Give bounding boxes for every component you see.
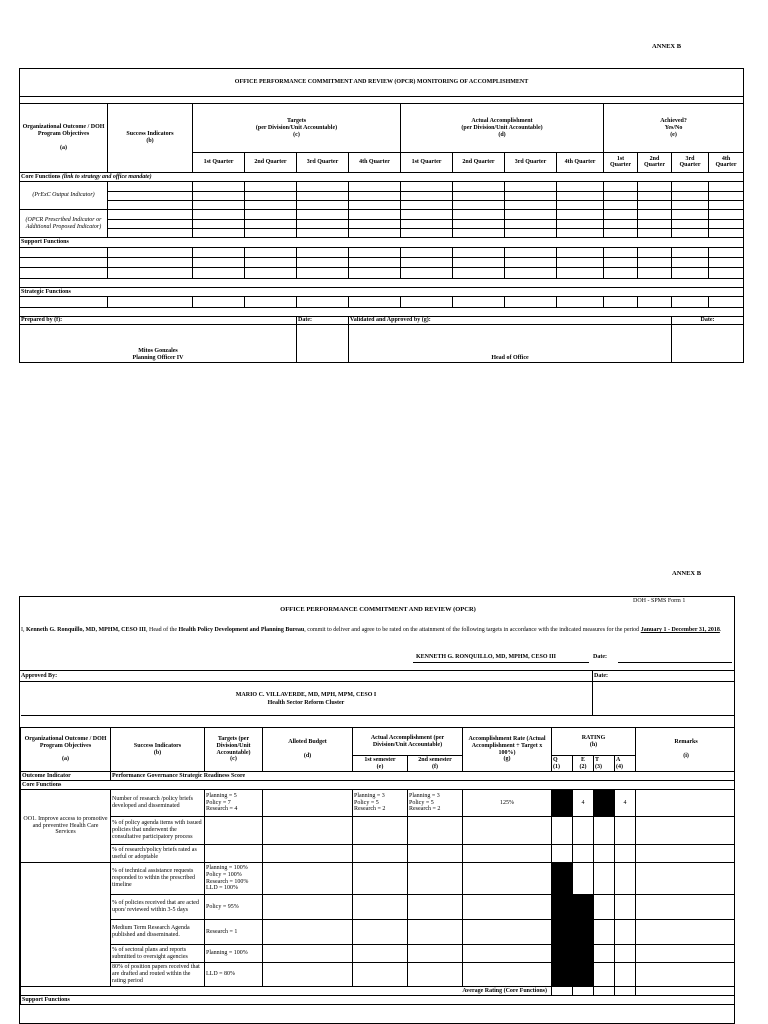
sem1-label: 1st semester (e) [353, 756, 408, 772]
success-indicator: % of research/policy briefs rated as useful or adoptable [111, 845, 205, 863]
q-label: 1st Quarter [604, 153, 638, 173]
q-label: 4th Quarter [709, 153, 744, 173]
sem1-value: Planning = 3 Policy = 5 Research = 2 [353, 790, 408, 817]
col-actual: Actual Accomplishment (per Division/Unit Accountable) [353, 728, 463, 756]
success-indicator: % of sectoral plans and reports submitted to oversight agencies [111, 945, 205, 963]
q-label: 1st Quarter [401, 153, 453, 173]
col-remarks: Remarks (i) [636, 728, 736, 772]
table-row [21, 863, 736, 895]
target-value: Planning = 5 Policy = 7 Research = 4 [205, 790, 263, 817]
q-label: 2nd Quarter [638, 153, 672, 173]
col-actual: Actual Accomplishment (per Division/Unit Accountable) (d) [401, 104, 604, 153]
target-value: Research = 1 [205, 920, 263, 945]
date-label: Date: [297, 317, 349, 325]
average-rating-label: Average Rating (Core Functions) [21, 987, 552, 996]
opcr-form [19, 596, 735, 1024]
table-row [21, 963, 736, 987]
table-row [21, 895, 736, 920]
success-indicator: Medium Term Research Agenda published and disseminated. [111, 920, 205, 945]
q-label: 4th Quarter [349, 153, 401, 173]
col-targets: Targets (per Division/Unit Accountable) (c) [205, 728, 263, 772]
success-indicator: Number of research /policy briefs developed and disseminated [111, 790, 205, 817]
col-targets: Targets (per Division/Unit Accountable) (c) [193, 104, 401, 153]
table-row [21, 817, 736, 845]
col-rating: RATING (h) [552, 728, 636, 756]
date-label: Date: [593, 654, 607, 660]
table-row [21, 945, 736, 963]
col-accomplishment-rate: Accomplishment Rate (Actual Accomplishment ÷ Target x 100%) (g) [463, 728, 552, 772]
table-row [21, 790, 736, 817]
q-label: 3rd Quarter [505, 153, 557, 173]
head-of-office: Head of Office [349, 325, 672, 363]
preparer-signature: Mitos Gonzales Planning Officer IV [20, 325, 297, 363]
opcr-title: OFFICE PERFORMANCE COMMITMENT AND REVIEW (OPCR) [280, 606, 476, 613]
oo1-label: OO1. Improve access to promotive and preventive Health Care Services [21, 790, 111, 863]
prepared-by-label: Prepared by (f): [20, 317, 297, 325]
col-success-indicators: Success Indicators (b) [111, 728, 205, 772]
q-label: 3rd Quarter [672, 153, 709, 173]
opcr-monitoring-table [19, 68, 744, 363]
rating-a-value: 4 [615, 790, 636, 817]
support-functions-label: Support Functions [21, 996, 736, 1005]
target-value: LLD = 80% [205, 963, 263, 987]
rating-e-value: 4 [573, 790, 594, 817]
table-row [21, 845, 736, 863]
opcr-prescribed-label: (OPCR Prescribed Indicator or Additional Proposed Indicator) [20, 210, 108, 238]
signatory-name: KENNETH G. RONQUILLO, MD, MPHM, CESO III [416, 654, 557, 660]
rating-a: A (4) [615, 756, 636, 772]
target-value: Planning = 100% [205, 945, 263, 963]
sem2-value: Planning = 3 Policy = 5 Research = 2 [408, 790, 463, 817]
rate-value: 125% [463, 790, 552, 817]
form-number: DOH - SPMS Form 1 [633, 598, 686, 604]
col-org-outcome: Organizational Outcome / DOH Program Objectives (a) [21, 728, 111, 772]
approver-name: MARIO C. VILLAVERDE, MD, MPH, MPM, CESO I [235, 692, 377, 698]
support-functions-label: Support Functions [20, 238, 744, 247]
success-indicator: % of technical assistance requests responded to within the prescribed timeline [111, 863, 205, 895]
rating-q: Q (1) [552, 756, 573, 772]
outcome-indicator-label: Outcome Indicator [21, 772, 111, 781]
q-label: 2nd Quarter [245, 153, 297, 173]
q-label: 2nd Quarter [453, 153, 505, 173]
rating-t: T (3) [594, 756, 615, 772]
sem2-label: 2nd semester (f) [408, 756, 463, 772]
success-indicator: % of policy agenda items with issued policies that underwent the consultative participatory process [111, 817, 205, 845]
core-functions-label: Core Functions [21, 781, 736, 790]
target-value: Policy = 95% [205, 895, 263, 920]
core-functions-label: Core Functions (link to strategy and office mandate) [20, 172, 744, 181]
approver-title: Health Sector Reform Cluster [267, 700, 345, 706]
col-budget: Alloted Budget (d) [263, 728, 353, 772]
rating-e: E (2) [573, 756, 594, 772]
outcome-indicator-value: Performance Governance Strategic Readiness Score [111, 772, 736, 781]
strategic-functions-label: Strategic Functions [20, 288, 744, 297]
target-value: Planning = 100% Policy = 100% Research = 100% LLD = 100% [205, 863, 263, 895]
commitment-statement: I, Kenneth G. Ronquillo, MD, MPHM, CESO III, Head of the Health Policy Development and Planning Bureau, commit to deliver and agree to be rated on the attainment of the following targets in accordance with the indicated measures for the period January 1 - December 31, 2018. [21, 627, 722, 633]
annex-label-top: ANNEX B [652, 43, 682, 50]
date-label: Date: [594, 673, 608, 679]
col-org-outcome: Organizational Outcome / DOH Program Objectives (a) [20, 104, 108, 173]
col-achieved: Achieved? Yes/No (e) [604, 104, 744, 153]
q-label: 4th Quarter [557, 153, 604, 173]
rating-q-cell [552, 790, 573, 817]
success-indicator: 80% of position papers received that are drafted and routed within the rating period [111, 963, 205, 987]
q-label: 3rd Quarter [297, 153, 349, 173]
annex-label-bottom: ANNEX B [672, 570, 702, 577]
col-success-indicators: Success Indicators (b) [108, 104, 193, 173]
q-label: 1st Quarter [193, 153, 245, 173]
validated-label: Validated and Approved by (g): [349, 317, 672, 325]
monitoring-title: OFFICE PERFORMANCE COMMITMENT AND REVIEW (OPCR) MONITORING OF ACCOMPLISHMENT [20, 69, 744, 97]
approved-by-label: Approved By: [21, 673, 58, 679]
rating-t-cell [594, 790, 615, 817]
success-indicator: % of policies received that are acted upon/ reviewed within 3-5 days [111, 895, 205, 920]
opcr-table [20, 715, 735, 1005]
date-label: Date: [672, 317, 744, 325]
table-row [21, 920, 736, 945]
prexc-label: (PrExC Output Indicator) [20, 182, 108, 210]
